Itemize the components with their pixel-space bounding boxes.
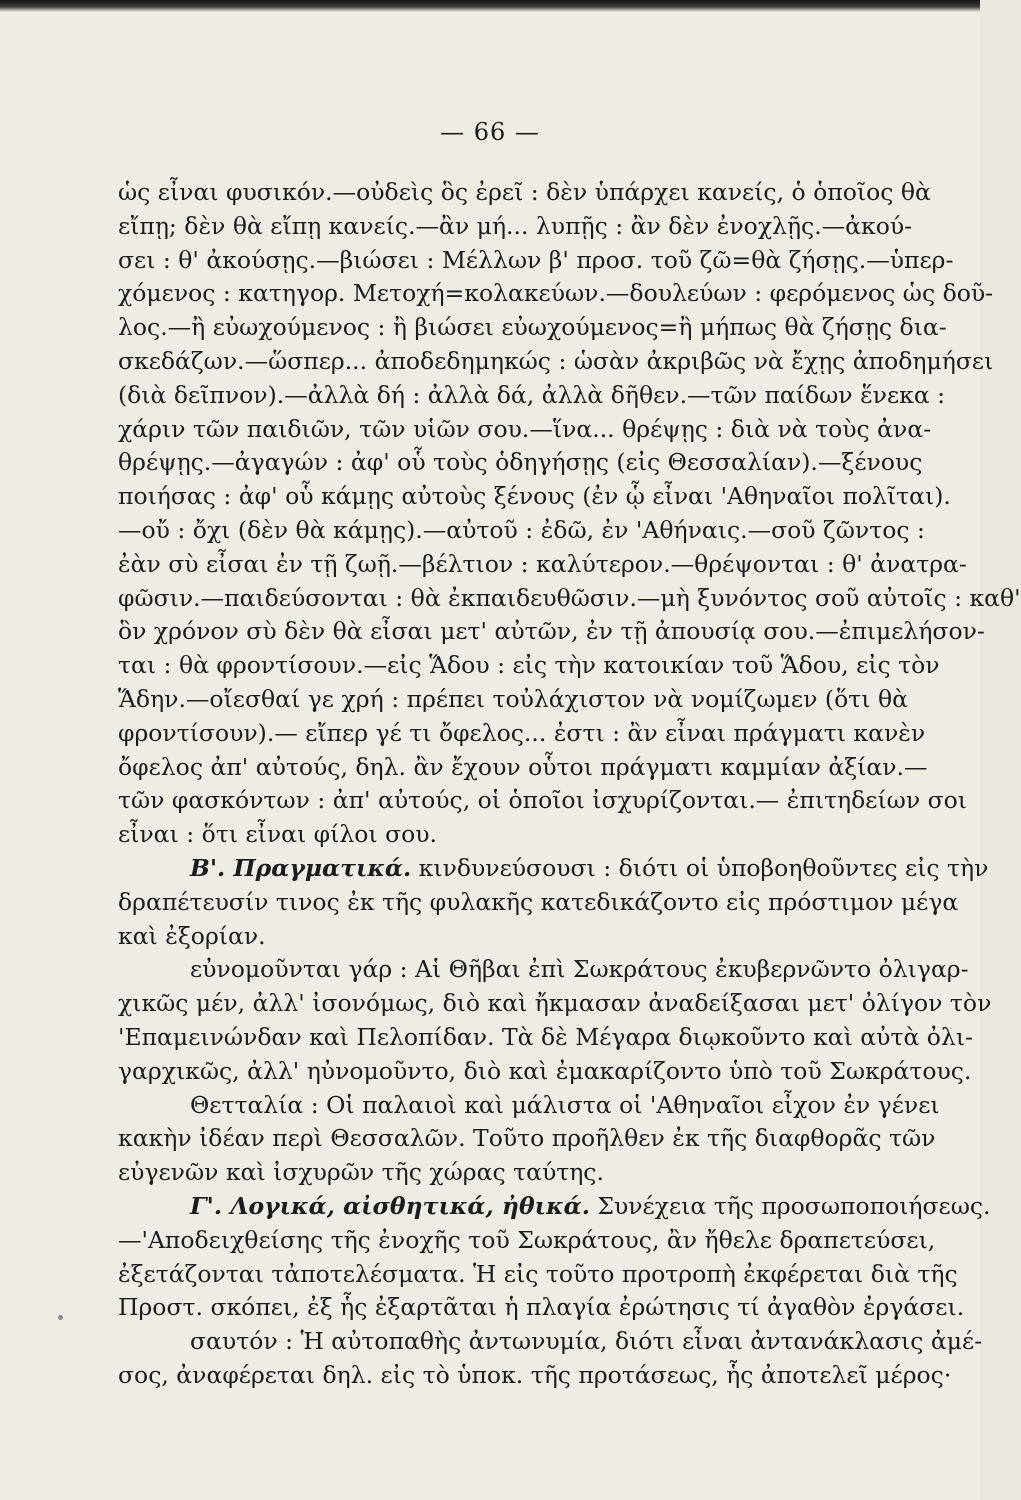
text-line <box>118 1089 940 1123</box>
line-text: (διὰ δεῖπνον).—ἀλλὰ δή : ἀλλὰ δά, ἀλλὰ δῆθεν.—τῶν παίδων ἕνεκα : <box>118 380 946 409</box>
line-text: ἐὰν σὺ εἶσαι ἐν τῇ ζωῇ.—βέλτιον : καλύτερον.—θρέψονται : θ' ἀνατρα- <box>118 549 967 578</box>
line-text: —'Αποδειχθείσης τῆς ἐνοχῆς τοῦ Σωκράτους, ἂν ἤθελε δραπετεύσει, <box>118 1225 936 1254</box>
line-text: γαρχικῶς, ἀλλ' ηὐνομοῦντο, διὸ καὶ ἐμακαρίζοντο ὑπὸ τοῦ Σωκράτους. <box>118 1056 972 1085</box>
section-heading: Γ'. Λογικά, αἰσθητικά, ἠθικά. <box>190 1191 590 1220</box>
line-text: ὃν χρόνον σὺ δὲν θὰ εἶσαι μετ' αὐτῶν, ἐν τῇ ἀπουσίᾳ σου.—ἐπιμελήσον- <box>118 617 985 646</box>
line-text: σει : θ' ἀκούσῃς.—βιώσει : Μέλλων β' προσ. τοῦ ζῶ=θὰ ζήσῃς.—ὑπερ- <box>118 245 954 274</box>
line-text: κακὴν ἰδέαν περὶ Θεσσαλῶν. Τοῦτο προῆλθεν ἐκ τῆς διαφθορᾶς τῶν <box>118 1124 936 1153</box>
line-text: Ἅδην.—οἴεσθαί γε χρή : πρέπει τοὐλάχιστον νὰ νομίζωμεν (ὅτι θὰ <box>118 684 908 713</box>
line-text: εἶναι : ὅτι εἶναι φίλοι σου. <box>118 820 438 849</box>
text-line <box>118 345 994 379</box>
line-text: χόμενος : κατηγορ. Μετοχή=κολακεύων.—δουλεύων : φερόμενος ὡς δοῦ- <box>118 279 994 308</box>
text-line <box>118 717 926 751</box>
text-line <box>118 818 908 852</box>
line-text: ὄφελος ἀπ' αὐτούς, δηλ. ἂν ἔχουν οὗτοι πράγματι καμμίαν ἀξίαν.— <box>118 752 928 781</box>
text-line <box>118 953 969 987</box>
line-text: χικῶς μέν, ἀλλ' ἰσονόμως, διὸ καὶ ἤκμασαν ἀναδείξασαι μετ' ὀλίγον τὸν <box>118 989 992 1018</box>
text-line <box>118 784 967 818</box>
text-line <box>118 683 908 717</box>
line-text: ται : θὰ φροντίσουν.—εἰς Ἅδου : εἰς τὴν κατοικίαν τοῦ Ἅδου, εἰς τὸν <box>118 651 940 680</box>
line-text: θρέψῃς.—ἀγαγών : ἀφ' οὗ τοὺς ὁδηγήσῃς (εἰς Θεσσαλίαν).—ξένους <box>118 448 923 477</box>
section-heading-line <box>118 1190 991 1224</box>
section-heading: Β'. Πραγματικά. <box>190 853 412 882</box>
text-line <box>118 1258 958 1292</box>
text-line <box>118 210 913 244</box>
text-line <box>118 1224 936 1258</box>
text-line <box>118 920 908 954</box>
line-text: Προστ. σκόπει, ἐξ ἧς ἐξαρτᾶται ἡ πλαγία ἐρώτησις τί ἀγαθὸν ἐργάσει. <box>118 1293 965 1322</box>
text-line <box>118 176 931 210</box>
text-line <box>118 1021 973 1055</box>
text-line <box>118 1359 952 1393</box>
text-line <box>118 514 925 548</box>
text-line <box>118 379 946 413</box>
text-line <box>118 1122 936 1156</box>
text-line <box>118 1156 908 1190</box>
section-heading-line <box>118 852 989 886</box>
line-text: 'Επαμεινώνδαν καὶ Πελοπίδαν. Τὰ δὲ Μέγαρα διῳκοῦντο καὶ αὐτὰ ὀλι- <box>118 1022 973 1051</box>
line-text: ὡς εἶναι φυσικόν.—οὐδεὶς ὃς ἐρεῖ : δὲν ὑπάρχει κανείς, ὁ ὁποῖος θὰ <box>118 178 931 206</box>
text-line <box>118 582 1021 616</box>
line-text: σαυτόν : Ἡ αὐτοπαθὴς ἀντωνυμία, διότι εἶναι ἀντανάκλασις ἀμέ- <box>190 1327 983 1356</box>
line-text: τῶν φασκόντων : ἀπ' αὐτούς, οἱ ὁποῖοι ἰσχυρίζονται.— ἐπιτηδείων σοι <box>118 786 967 815</box>
text-line <box>118 886 959 920</box>
text-line <box>118 615 985 649</box>
line-text: ποιήσας : ἀφ' οὗ κάμῃς αὐτοὺς ξένους (ἐν ᾧ εἶναι 'Αθηναῖοι πολῖται). <box>118 482 951 511</box>
line-text: Θετταλία : Οἱ παλαιοὶ καὶ μάλιστα οἱ 'Αθηναῖοι εἶχον ἐν γένει <box>190 1090 940 1119</box>
text-line <box>118 413 932 447</box>
text-line <box>118 1291 965 1325</box>
margin-spot <box>58 1315 63 1320</box>
text-line <box>118 987 992 1021</box>
line-text: φροντίσουν).— εἴπερ γέ τι ὄφελος... ἐστι : ἂν εἶναι πράγματι κανὲν <box>118 718 926 747</box>
line-text: κινδυνεύσουσι : διότι οἱ ὑποβοηθοῦντες εἰς τὴν <box>411 853 989 882</box>
text-line <box>118 548 967 582</box>
page-number: — 66 — <box>440 118 540 146</box>
line-text: σκεδάζων.—ὥσπερ... ἀποδεδημηκώς : ὡσὰν ἀκριβῶς νὰ ἔχῃς ἀποδημήσει <box>118 346 994 375</box>
line-text: δραπέτευσίν τινος ἐκ τῆς φυλακῆς κατεδικάζοντο εἰς πρόστιμον μέγα <box>118 887 959 916</box>
line-text: εὐνομοῦνται γάρ : Αἱ Θῆβαι ἐπὶ Σωκράτους ἐκυβερνῶντο ὀλιγαρ- <box>190 955 969 984</box>
line-text: εὐγενῶν καὶ ἰσχυρῶν τῆς χώρας ταύτης. <box>118 1158 604 1187</box>
text-line <box>118 649 940 683</box>
text-line <box>118 277 994 311</box>
line-text: σος, ἀναφέρεται δηλ. εἰς τὸ ὑποκ. τῆς προτάσεως, ἧς ἀποτελεῖ μέρος· <box>118 1360 952 1389</box>
text-line <box>118 1325 983 1359</box>
line-text: φῶσιν.—παιδεύσονται : θὰ ἐκπαιδευθῶσιν.—μὴ ξυνόντος σοῦ αὐτοῖς : καθ' <box>118 583 1021 612</box>
line-text: καὶ ἐξορίαν. <box>118 921 266 950</box>
text-line <box>118 751 928 785</box>
line-text: Συνέχεια τῆς προσωποποιήσεως. <box>589 1191 991 1220</box>
body-text <box>118 176 1021 1393</box>
text-line <box>118 446 923 480</box>
line-text: εἴπῃ; δὲν θὰ εἴπῃ κανείς.—ἂν μή... λυπῇς : ἂν δὲν ἐνοχλῇς.—ἀκού- <box>118 211 913 240</box>
line-text: χάριν τῶν παιδιῶν, τῶν υἱῶν σου.—ἵνα... θρέψῃς : διὰ νὰ τοὺς ἀνα- <box>118 414 932 443</box>
text-line <box>118 1055 972 1089</box>
line-text: λος.—ἢ εὐωχούμενος : ἢ βιώσει εὐωχούμενος=ἢ μήπως θὰ ζήσῃς δια- <box>118 313 947 342</box>
text-line <box>118 480 951 514</box>
text-line <box>118 244 954 278</box>
line-text: —οὔ : ὄχι (δὲν θὰ κάμῃς).—αὐτοῦ : ἐδῶ, ἐν 'Αθήναις.—σοῦ ζῶντος : <box>118 515 925 544</box>
text-line <box>118 311 947 345</box>
line-text: ἐξετάζονται τἀποτελέσματα. Ἡ εἰς τοῦτο προτροπὴ ἐκφέρεται διὰ τῆς <box>118 1259 958 1288</box>
page-top-edge <box>0 0 980 12</box>
